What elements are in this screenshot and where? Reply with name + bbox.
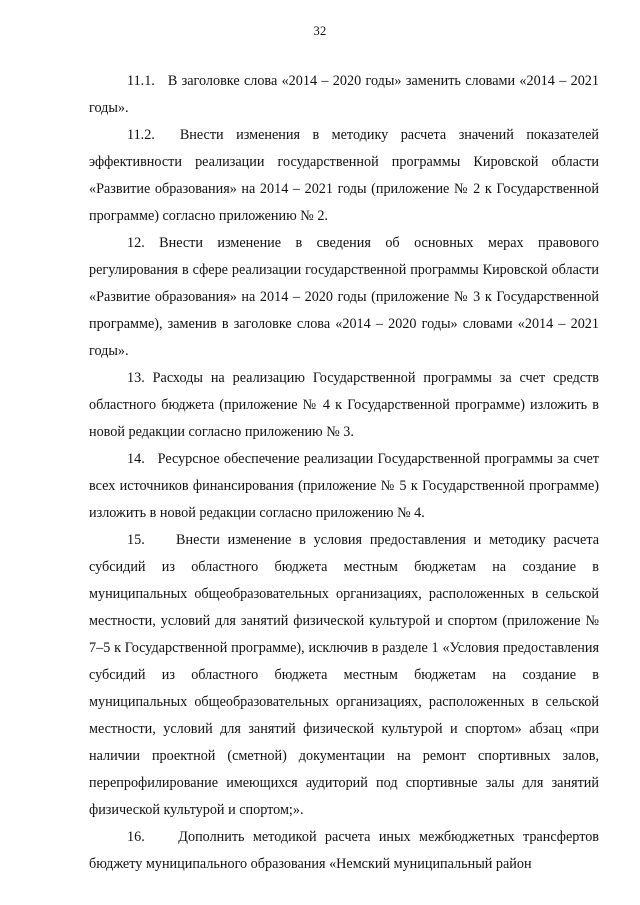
paragraph-14: 14. Ресурсное обеспечение реализации Государственной программы за счет всех источников финансирования (приложение № 5 к Государственной программе) изложить в новой редакции согласно приложению № 4. <box>89 451 599 521</box>
page-number: 32 <box>313 24 327 38</box>
paragraph-11-1: 11.1. В заголовке слова «2014 – 2020 годы» заменить словами «2014 – 2021 годы». <box>89 73 599 116</box>
paragraph-15: 15. Внести изменение в условия предоставления и методику расчета субсидий из областного бюджета местным бюджетам на создание в муниципальных общеобразовательных организациях, расположенных в сельской местности, условий для занятий физической культурой и спортом (приложение № 7–5 к Государственной программе), исключив в разделе 1 «Условия предоставления субсидий из областного бюджета местным бюджетам на создание в муниципальных общеобразовательных организациях, расположенных в сельской местности, условий для занятий физической культурой и спортом» абзац «при наличии проектной (сметной) документации на ремонт спортивных залов, перепрофилирование имеющихся аудиторий под спортивные залы для занятий физической культурой и спортом;». <box>89 532 599 818</box>
paragraph-16: 16. Дополнить методикой расчета иных межбюджетных трансфертов бюджету муниципального образования «Немский муниципальный район <box>89 829 599 872</box>
document-body <box>89 68 599 878</box>
paragraph-11-2: 11.2. Внести изменения в методику расчета значений показателей эффективности реализации государственной программы Кировской области «Развитие образования» на 2014 – 2021 годы (приложение № 2 к Государственной программе) согласно приложению № 2. <box>89 127 599 224</box>
paragraph-12: 12. Внести изменение в сведения об основных мерах правового регулирования в сфере реализации государственной программы Кировской области «Развитие образования» на 2014 – 2020 годы (приложение № 3 к Государственной программе), заменив в заголовке слова «2014 – 2020 годы» словами «2014 – 2021 годы». <box>89 235 599 359</box>
paragraph-13: 13. Расходы на реализацию Государственной программы за счет средств областного бюджета (приложение № 4 к Государственной программе) изложить в новой редакции согласно приложению № 3. <box>89 370 599 440</box>
